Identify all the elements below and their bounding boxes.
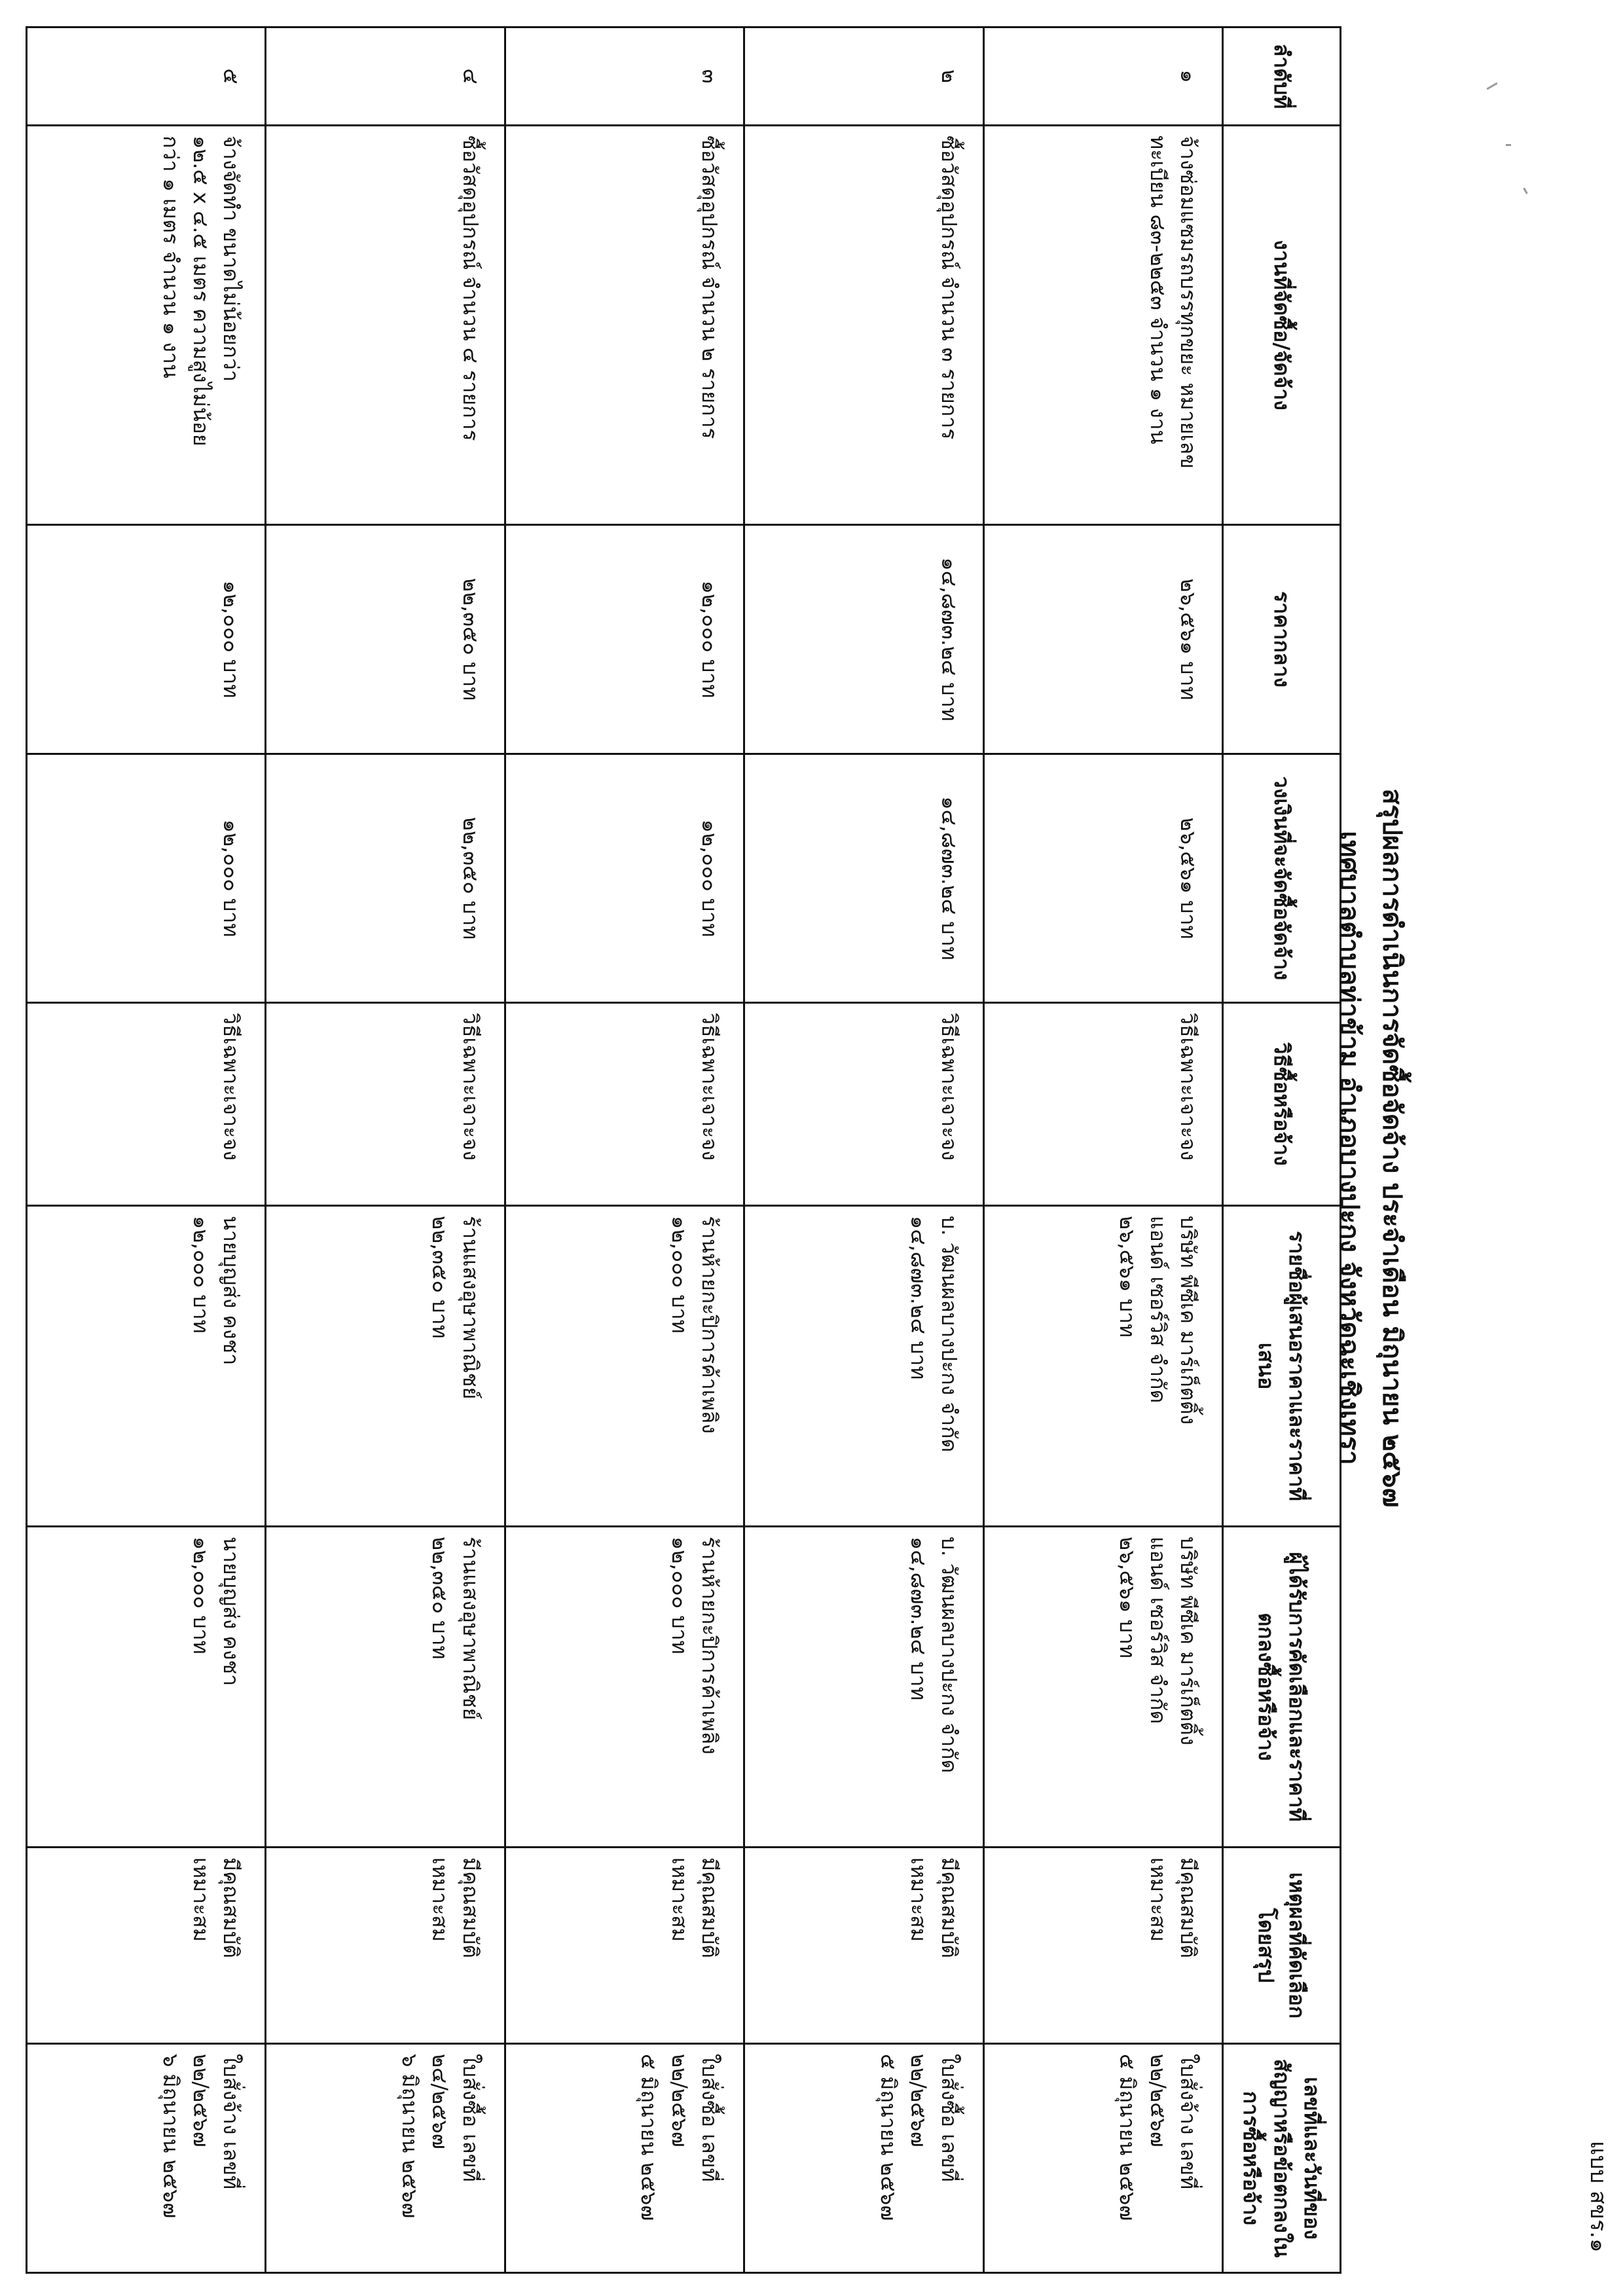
table-row xyxy=(27,27,266,2273)
form-code: แบบ สขร.๑ xyxy=(1585,2141,1611,2253)
cell-bidders: บริษัท พีซีเค มาร์เก็ตติ้ง แอนด์ เซอร์วิส จำกัด ๒๖,๕๖๑ บาท xyxy=(983,1206,1222,1527)
scan-speck xyxy=(1506,144,1511,146)
table-row xyxy=(744,27,983,2273)
cell-reason: มีคุณสมบัติ เหมาะสม xyxy=(983,1848,1222,2044)
cell-bidders: บ. วัฒนผลบางปะกง จำกัด ๑๔,๘๗๓.๒๔ บาท xyxy=(744,1206,983,1527)
header-winner: ผู้ได้รับการคัดเลือกและราคาที่ตกลงซื้อหรือจ้าง xyxy=(1223,1527,1341,1848)
cell-winner: ร้านห้ายกะปิการค้าเพลิง ๑๒,๐๐๐ บาท xyxy=(505,1527,744,1848)
cell-median-price: ๒๒,๓๕๐ บาท xyxy=(266,525,505,754)
cell-no: ๒ xyxy=(744,27,983,126)
header-reason: เหตุผลที่คัดเลือกโดยสรุป xyxy=(1223,1848,1341,2044)
cell-budget: ๒๒,๓๕๐ บาท xyxy=(266,754,505,1003)
cell-reason: มีคุณสมบัติ เหมาะสม xyxy=(744,1848,983,2044)
cell-bidders: นายบุญส่ง คงชา ๑๒,๐๐๐ บาท xyxy=(27,1206,266,1527)
cell-budget: ๑๒,๐๐๐ บาท xyxy=(505,754,744,1003)
cell-budget: ๑๒,๐๐๐ บาท xyxy=(27,754,266,1003)
cell-item: ซื้อวัสดุอุปกรณ์ จำนวน ๒ รายการ xyxy=(505,126,744,525)
cell-median-price: ๒๖,๕๖๑ บาท xyxy=(983,525,1222,754)
table-header-row xyxy=(1223,27,1341,2273)
header-bidders: รายชื่อผู้เสนอราคาและราคาที่เสนอ xyxy=(1223,1206,1341,1527)
cell-contract: ใบสั่งซื้อ เลขที่ ๒๔/๒๕๖๗ ๖ มิถุนายน ๒๕๖๗ xyxy=(266,2044,505,2273)
cell-reason: มีคุณสมบัติ เหมาะสม xyxy=(266,1848,505,2044)
header-budget: วงเงินที่จะจัดซื้อจัดจ้าง xyxy=(1223,754,1341,1003)
cell-reason: มีคุณสมบัติ เหมาะสม xyxy=(27,1848,266,2044)
cell-item: จ้างซ่อมแซมรถบรรทุกขยะ หมายเลข ทะเบียน ๘๓-๒๒๕๓ จำนวน ๑ งาน xyxy=(983,126,1222,525)
cell-contract: ใบสั่งซื้อ เลขที่ ๒๒/๒๕๖๗ ๕ มิถุนายน ๒๕๖๗ xyxy=(505,2044,744,2273)
header-item: งานที่จัดซื้อ/จัดจ้าง xyxy=(1223,126,1341,525)
cell-winner: บริษัท พีซีเค มาร์เก็ตติ้ง แอนด์ เซอร์วิส จำกัด ๒๖,๕๖๑ บาท xyxy=(983,1527,1222,1848)
document-title: สรุปผลการดำเนินการจัดซื้อจัดจ้าง ประจำเดือน มิถุนายน ๒๕๖๗ xyxy=(1377,788,1407,1508)
cell-budget: ๑๔,๘๗๓.๒๔ บาท xyxy=(744,754,983,1003)
table-row xyxy=(505,27,744,2273)
cell-contract: ใบสั่งจ้าง เลขที่ ๒๒/๒๕๖๗ ๕ มิถุนายน ๒๕๖๗ xyxy=(983,2044,1222,2273)
table-row xyxy=(266,27,505,2273)
cell-no: ๑ xyxy=(983,27,1222,126)
cell-method: วิธีเฉพาะเจาะจง xyxy=(983,1003,1222,1206)
cell-bidders: ร้านห้ายกะปิการค้าเพลิง ๑๒,๐๐๐ บาท xyxy=(505,1206,744,1527)
header-contract: เลขที่และวันที่ของสัญญาหรือข้อตกลงในการซื้อหรือจ้าง xyxy=(1223,2044,1341,2273)
cell-method: วิธีเฉพาะเจาะจง xyxy=(505,1003,744,1206)
cell-winner: บ. วัฒนผลบางปะกง จำกัด ๑๔,๘๗๓.๒๔ บาท xyxy=(744,1527,983,1848)
cell-method: วิธีเฉพาะเจาะจง xyxy=(266,1003,505,1206)
cell-median-price: ๑๒,๐๐๐ บาท xyxy=(27,525,266,754)
header-method: วิธีซื้อหรือจ้าง xyxy=(1223,1003,1341,1206)
document-subtitle: เทศบาลตำบลท่าข้าม อำเภอบางปะกง จังหวัดฉะเชิงเทรา xyxy=(1334,831,1364,1465)
cell-median-price: ๑๔,๘๗๓.๒๔ บาท xyxy=(744,525,983,754)
table-row xyxy=(983,27,1222,2273)
cell-no: ๓ xyxy=(505,27,744,126)
cell-item: ซื้อวัสดุอุปกรณ์ จำนวน ๔ รายการ xyxy=(266,126,505,525)
cell-contract: ใบสั่งซื้อ เลขที่ ๒๒/๒๕๖๗ ๕ มิถุนายน ๒๕๖๗ xyxy=(744,2044,983,2273)
cell-item: จ้างจัดทำ ขนาดไม่น้อยกว่า ๑๒.๕ x ๔.๕ เมตร ความสูงไม่น้อย กว่า ๑ เมตร จำนวน ๑ งาน xyxy=(27,126,266,525)
cell-winner: ร้านแสงอุษาพาณิชย์ ๒๒,๓๕๐ บาท xyxy=(266,1527,505,1848)
cell-reason: มีคุณสมบัติ เหมาะสม xyxy=(505,1848,744,2044)
cell-method: วิธีเฉพาะเจาะจง xyxy=(744,1003,983,1206)
cell-median-price: ๑๒,๐๐๐ บาท xyxy=(505,525,744,754)
cell-no: ๕ xyxy=(27,27,266,126)
header-no: ลำดับที่ xyxy=(1223,27,1341,126)
cell-item: ซื้อวัสดุอุปกรณ์ จำนวน ๓ รายการ xyxy=(744,126,983,525)
cell-method: วิธีเฉพาะเจาะจง xyxy=(27,1003,266,1206)
cell-budget: ๒๖,๕๖๑ บาท xyxy=(983,754,1222,1003)
cell-bidders: ร้านแสงอุษาพาณิชย์ ๒๒,๓๕๐ บาท xyxy=(266,1206,505,1527)
cell-contract: ใบสั่งจ้าง เลขที่ ๒๒/๒๕๖๗ ๖ มิถุนายน ๒๕๖๗ xyxy=(27,2044,266,2273)
cell-winner: นายบุญส่ง คงชา ๑๒,๐๐๐ บาท xyxy=(27,1527,266,1848)
procurement-table xyxy=(26,26,1341,2274)
cell-no: ๔ xyxy=(266,27,505,126)
header-median-price: ราคากลาง xyxy=(1223,525,1341,754)
